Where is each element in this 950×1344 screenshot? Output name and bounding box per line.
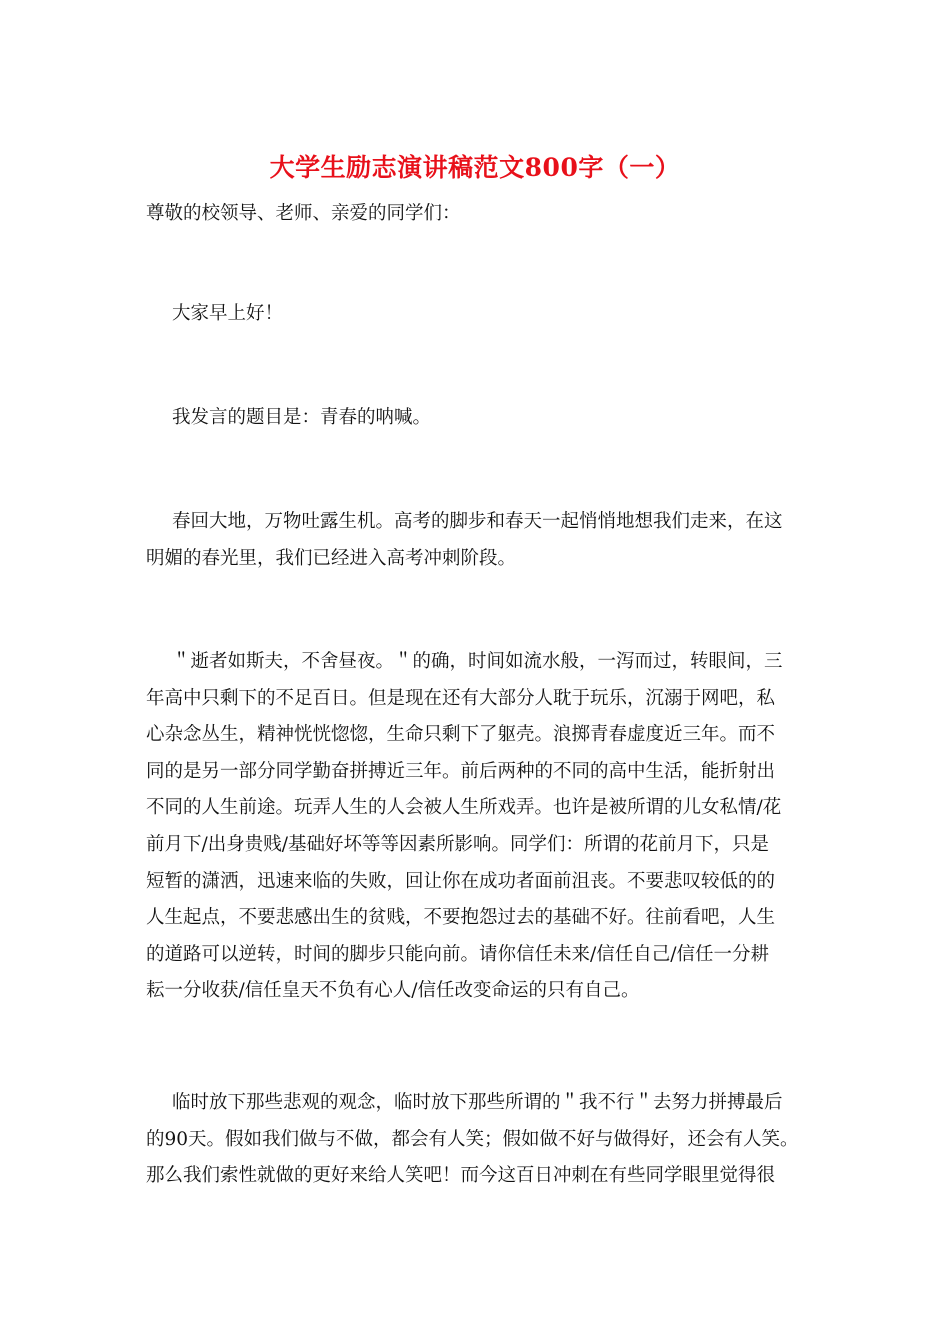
paragraph-2 [146,400,810,437]
text-line: 人生起点，不要悲感出生的贫贱，不要抱怨过去的基础不好。往前看吧，人生 [146,907,776,929]
text-line: 同的是另一部分同学勤奋拼搏近三年。前后两种的不同的高中生活，能折射出 [146,760,776,782]
text-line: 短暂的潇洒，迅速来临的失败，回让你在成功者面前沮丧。不要悲叹较低的的 [146,870,776,892]
text-line: 前月下/出身贵贱/基础好坏等等因素所影响。同学们：所谓的花前月下，只是 [146,833,769,855]
text-line: 心杂念丛生，精神恍恍惚惚，生命只剩下了躯壳。浪掷青春虚度近三年。而不 [146,724,776,746]
text-line: 耘一分收获/信任皇天不负有心人/信任改变命运的只有自己。 [146,980,640,1002]
paragraph-1 [146,296,810,333]
greeting-line [146,196,810,233]
text-line: 大家早上好！ [172,303,284,324]
paragraph-3 [146,504,810,577]
paragraph-4 [146,644,810,1010]
text-line: 年高中只剩下的不足百日。但是现在还有大部分人耽于玩乐，沉溺于网吧，私 [146,687,776,709]
text-line: 尊敬的校领导、老师、亲爱的同学们： [146,203,461,224]
text-line: 临时放下那些悲观的观念，临时放下那些所谓的＂我不行＂去努力拼搏最后 [172,1092,783,1113]
paragraph-5 [146,1085,810,1195]
text-line: 明媚的春光里，我们已经进入高考冲刺阶段。 [146,547,517,569]
document-title: 大学生励志演讲稿范文800字（一） [269,153,681,182]
text-line: 不同的人生前途。玩弄人生的人会被人生所戏弄。也许是被所谓的儿女私情/花 [146,797,782,819]
text-line: 春回大地，万物吐露生机。高考的脚步和春天一起悄悄地想我们走来，在这 [172,511,783,532]
text-line: 的90天。假如我们做与不做，都会有人笑；假如做不好与做得好，还会有人笑。 [146,1128,799,1150]
text-line: 我发言的题目是：青春的呐喊。 [172,407,432,428]
text-line: 那么我们索性就做的更好来给人笑吧！而今这百日冲刺在有些同学眼里觉得很 [146,1165,776,1187]
text-line: ＂逝者如斯夫，不舍昼夜。＂的确，时间如流水般，一泻而过，转眼间，三 [172,651,783,672]
text-line: 的道路可以逆转，时间的脚步只能向前。请你信任未来/信任自己/信任一分耕 [146,943,769,965]
